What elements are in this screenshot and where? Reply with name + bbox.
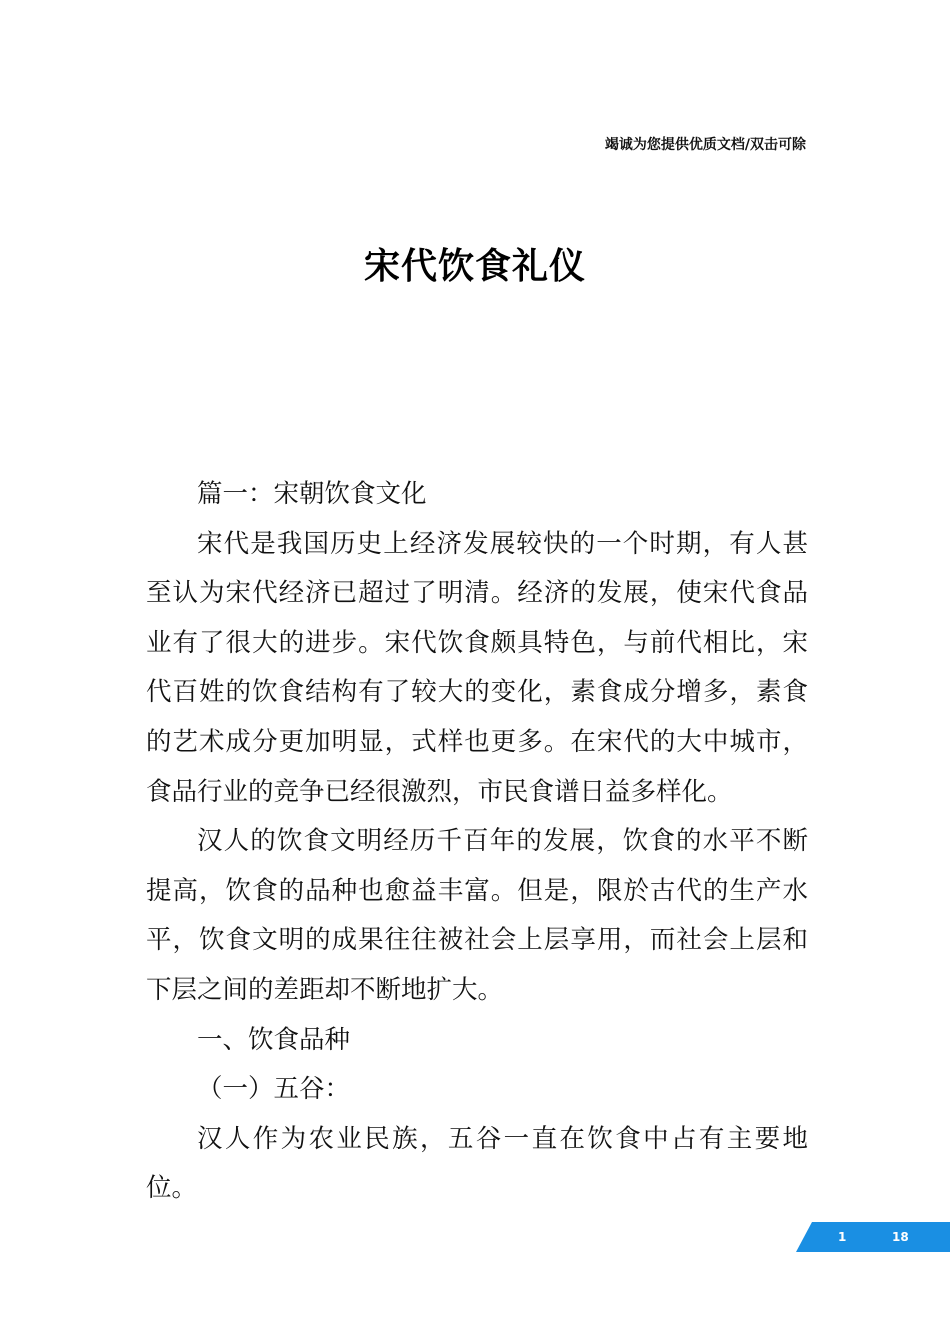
document-title: 宋代饮食礼仪 <box>363 246 586 287</box>
body-paragraph: 宋代是我国历史上经济发展较快的一个时期，有人甚至认为宋代经济已超过了明清。经济的发展，使宋代食品业有了很大的进步。宋代饮食颇具特色，与前代相比，宋代百姓的饮食结构有了较大的变化，素食成分增多，素食的艺术成分更加明显，式样也更多。在宋代的大中城市，食品行业的竞争已经很激烈，市民食谱日益多样化。 <box>146 528 808 807</box>
page-number-badge <box>796 1222 950 1252</box>
page-badge-shape <box>796 1222 950 1252</box>
body-paragraph: 汉人作为农业民族，五谷一直在饮食中占有主要地位。 <box>146 1123 808 1204</box>
section-heading: 一、饮食品种 <box>197 1024 351 1055</box>
header-note: 竭诚为您提供优质文档/双击可除 <box>604 137 806 153</box>
section-heading: 篇一：宋朝饮食文化 <box>197 479 427 509</box>
page-number: 1 <box>838 1230 847 1244</box>
page-total: 18 <box>892 1230 909 1244</box>
body-paragraph: 汉人的饮食文明经历千百年的发展，饮食的水平不断提高，饮食的品种也愈益丰富。但是，限於古代的生产水平，饮食文明的成果往往被社会上层享用，而社会上层和下层之间的差距却不断地扩大。 <box>146 826 808 1005</box>
document-body <box>146 470 808 1214</box>
subsection-heading: （一）五谷： <box>197 1074 351 1105</box>
